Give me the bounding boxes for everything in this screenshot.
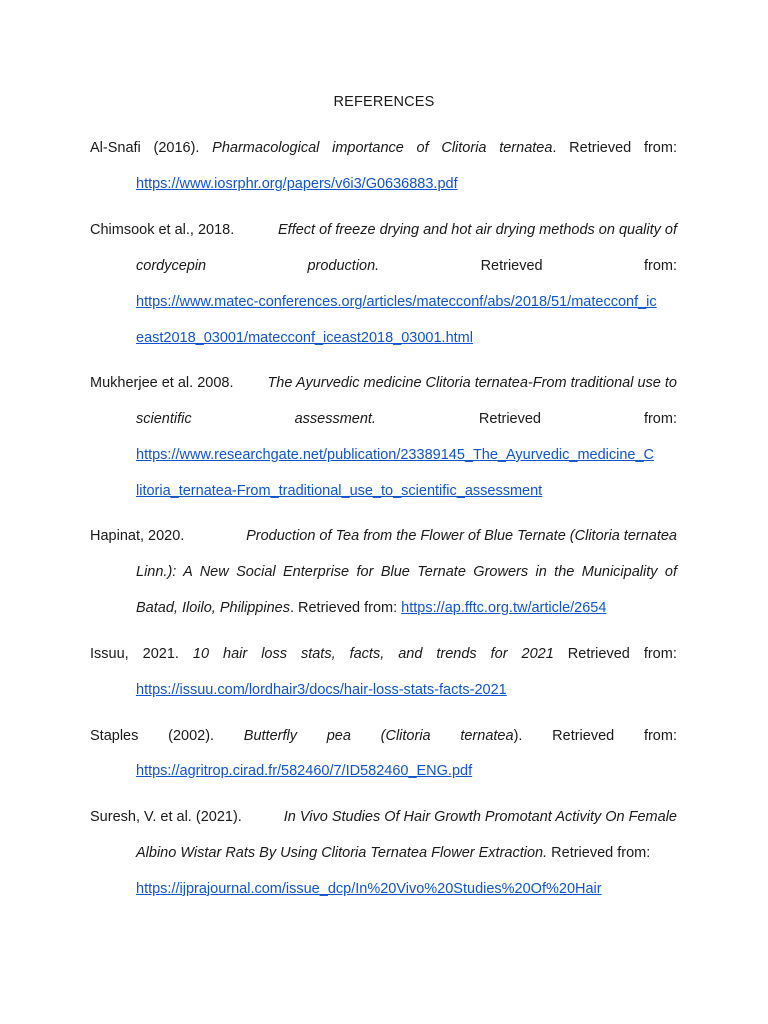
page-title: REFERENCES (333, 94, 435, 110)
ref-7-title-cont: Albino Wistar Rats By Using Clitoria Ternatea Flower Extraction. (136, 845, 548, 861)
ref-5-title-word: for (490, 646, 508, 662)
ref-7-retrieved: Retrieved from: (547, 845, 651, 861)
ref-3-from: from: (643, 411, 677, 427)
ref-7-title: In Vivo Studies Of Hair Growth Promotant Activity On Female (283, 809, 677, 825)
ref-1-title-word: Pharmacological (212, 140, 320, 156)
ref-4-link[interactable]: https://ap.fftc.org.tw/article/2654 (401, 600, 607, 616)
ref-2-link-line-1[interactable]: https://www.matec-conferences.org/articles/matecconf/abs/2018/51/matecconf_ic (136, 294, 657, 310)
ref-1-line-1 (90, 138, 677, 158)
ref-6-retrieved: Retrieved (552, 728, 615, 744)
ref-6-line-1 (90, 726, 677, 746)
ref-2-line-1 (90, 220, 677, 240)
ref-2-title-cont: cordycepin (136, 258, 207, 274)
ref-1-title-word: importance (332, 140, 404, 156)
ref-7-line-2 (136, 843, 650, 863)
ref-6-title-word: Butterfly (243, 728, 297, 744)
ref-5-title-word: trends (436, 646, 477, 662)
ref-1-link[interactable]: https://www.iosrphr.org/papers/v6i3/G0636883.pdf (136, 176, 458, 192)
ref-3-line-1 (90, 373, 677, 393)
ref-1-title-word: ternatea. (499, 140, 557, 156)
ref-5-line-1 (90, 644, 677, 664)
ref-5-title-word: loss (261, 646, 287, 662)
ref-6-title-word: ternatea). (460, 728, 523, 744)
ref-4-title-end: Batad, Iloilo, Philippines (136, 600, 290, 616)
ref-6-author: Staples (90, 728, 139, 744)
ref-5-title-word: hair (223, 646, 248, 662)
ref-5-title-word: 2021 (521, 646, 554, 662)
ref-3-author: Mukherjee et al. 2008. (90, 375, 234, 391)
ref-5-retrieved: Retrieved (567, 646, 630, 662)
ref-4-retrieved: . Retrieved from: (289, 600, 402, 616)
ref-3-title-cont: assessment. (294, 411, 376, 427)
ref-2-from: from: (643, 258, 677, 274)
ref-4-line-3 (136, 598, 606, 618)
ref-5-title-word: and (398, 646, 423, 662)
ref-5-author: Issuu, (90, 646, 129, 662)
ref-3-link-line-2[interactable]: litoria_ternatea-From_traditional_use_to_scientific_assessment (136, 483, 543, 499)
ref-5-title-word: facts, (349, 646, 385, 662)
ref-7-author: Suresh, V. et al. (2021). (90, 809, 242, 825)
ref-2-title-cont: production. (307, 258, 380, 274)
ref-4-author: Hapinat, 2020. (90, 528, 185, 544)
ref-2-author: Chimsook et al., 2018. (90, 222, 235, 238)
ref-6-title-word: pea (326, 728, 351, 744)
ref-6-title-word: (Clitoria (380, 728, 431, 744)
ref-5-year: 2021. (142, 646, 179, 662)
ref-2-link-line-2[interactable]: east2018_03001/matecconf_iceast2018_03001.html (136, 330, 473, 346)
ref-6-link[interactable]: https://agritrop.cirad.fr/582460/7/ID582460_ENG.pdf (136, 763, 473, 779)
ref-7-line-1 (90, 807, 677, 827)
ref-5-title-word: stats, (300, 646, 336, 662)
ref-5-link[interactable]: https://issuu.com/lordhair3/docs/hair-loss-stats-facts-2021 (136, 682, 507, 698)
ref-3-retrieved: Retrieved (478, 411, 541, 427)
ref-5-from: from: (643, 646, 677, 662)
ref-5-title-word: 10 (192, 646, 210, 662)
ref-1-author: Al-Snafi (90, 140, 141, 156)
ref-1-year: (2016). (153, 140, 200, 156)
ref-7-link[interactable]: https://ijprajournal.com/issue_dcp/In%20Vivo%20Studies%20Of%20Hair (136, 881, 602, 897)
ref-4-title-cont: Linn.): A New Social Enterprise for Blue Ternate Growers in the Municipality of (136, 564, 677, 580)
ref-2-retrieved: Retrieved (480, 258, 543, 274)
ref-2-line-2 (136, 256, 677, 276)
ref-2-title: Effect of freeze drying and hot air drying methods on quality of (278, 222, 677, 238)
ref-3-line-2 (136, 409, 677, 429)
ref-6-from: from: (643, 728, 677, 744)
ref-3-title-cont: scientific (136, 411, 192, 427)
ref-1-title-word: of (416, 140, 429, 156)
ref-3-link-line-1[interactable]: https://www.researchgate.net/publication/23389145_The_Ayurvedic_medicine_C (136, 447, 655, 463)
ref-3-title: The Ayurvedic medicine Clitoria ternatea-From traditional use to (267, 375, 677, 391)
ref-1-retrieved: Retrieved (569, 140, 632, 156)
ref-6-year: (2002). (168, 728, 215, 744)
ref-1-from: from: (643, 140, 677, 156)
ref-4-line-1 (90, 526, 677, 546)
ref-1-title-word: Clitoria (441, 140, 487, 156)
ref-4-title: Production of Tea from the Flower of Blue Ternate (Clitoria ternatea (246, 528, 677, 544)
